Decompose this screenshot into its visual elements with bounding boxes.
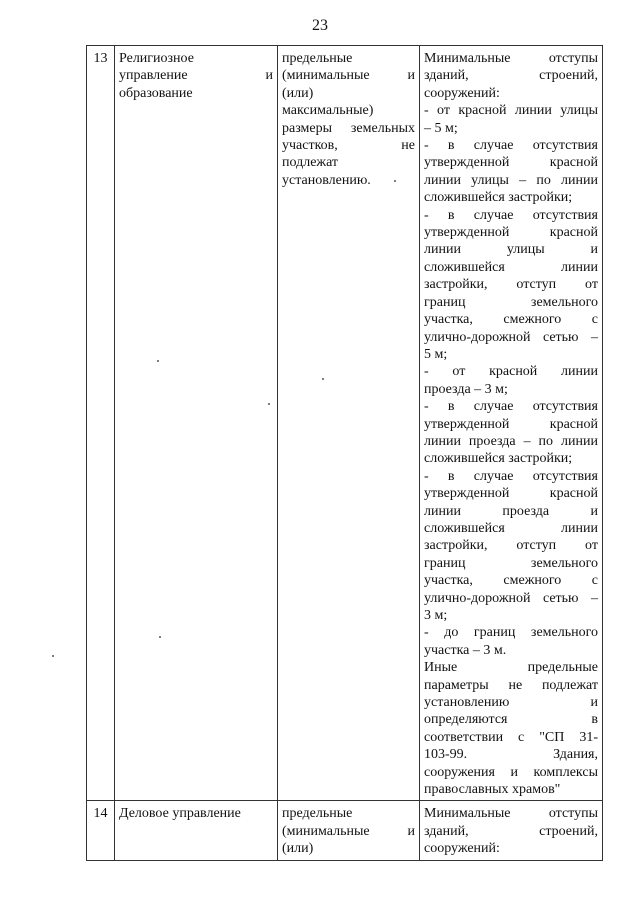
- text-line: участка – 3 м.: [424, 642, 507, 658]
- text-line: улично-дорожной сетью –: [424, 329, 598, 345]
- text-line: линии проезда – по линии: [424, 433, 598, 449]
- text-line: утвержденной красной: [424, 416, 598, 432]
- text-line: сложившейся застройки;: [424, 451, 573, 467]
- text-line: максимальные): [282, 103, 374, 119]
- scan-speck: [268, 403, 270, 405]
- text-line: подлежат: [282, 155, 339, 171]
- text-line: предельные: [282, 806, 353, 822]
- text-line: - в случае отсутствия: [424, 399, 598, 415]
- text-line: границ земельного: [424, 294, 598, 310]
- text-line: - в случае отсутствия: [424, 138, 598, 154]
- row-number: 14: [87, 801, 115, 860]
- text-line: (или): [282, 85, 314, 101]
- text-line: утвержденной красной: [424, 225, 598, 241]
- text-line: – 5 м;: [424, 120, 458, 136]
- text-line: Минимальные отступы: [424, 806, 598, 822]
- land-use-name-cell: [115, 801, 278, 860]
- text-line: соответствии с "СП 31-: [424, 729, 598, 745]
- text-line: сложившейся линии: [424, 259, 598, 275]
- text-line: сооружений:: [424, 841, 500, 857]
- text-line: - от красной линии: [424, 364, 598, 380]
- text-line: утвержденной красной: [424, 155, 598, 171]
- text-line: участка, смежного с: [424, 573, 598, 589]
- text-line: (минимальные и: [282, 68, 415, 84]
- text-line: установлению и: [424, 695, 598, 711]
- scan-speck: [159, 636, 161, 638]
- text-line: определяются в: [424, 712, 598, 728]
- text-line: - до границ земельного: [424, 625, 598, 641]
- text-line: зданий, строений,: [424, 68, 598, 84]
- text-line: линии улицы и: [424, 242, 598, 258]
- text-line: - в случае отсутствия: [424, 468, 598, 484]
- text-line: застройки, отступ от: [424, 277, 598, 293]
- scan-speck: [52, 655, 54, 657]
- text-line: Религиозное: [119, 51, 194, 66]
- text-line: сложившейся застройки;: [424, 190, 573, 206]
- text-line: управление и: [119, 68, 273, 84]
- text-line: православных храмов": [424, 782, 561, 798]
- text-line: размеры земельных: [282, 120, 415, 136]
- table-row: [87, 46, 603, 801]
- text-line: зданий, строений,: [424, 823, 598, 839]
- text-line: параметры не подлежат: [424, 677, 598, 693]
- text-line: Иные предельные: [424, 660, 598, 676]
- text-line: границ земельного: [424, 555, 598, 571]
- text-line: 5 м;: [424, 346, 448, 362]
- text-line: сооружений:: [424, 85, 500, 101]
- plot-size-cell: [278, 46, 420, 801]
- regulations-table: [86, 45, 603, 861]
- construction-parameters-cell: [420, 801, 603, 860]
- text-line: установлению.: [282, 172, 371, 188]
- table-row: [87, 801, 603, 860]
- text-line: - от красной линии улицы: [424, 103, 598, 119]
- text-line: линии улицы – по линии: [424, 172, 598, 188]
- text-line: (минимальные и: [282, 823, 415, 839]
- plot-size-cell: [278, 801, 420, 860]
- text-line: - в случае отсутствия: [424, 207, 598, 223]
- text-line: застройки, отступ от: [424, 538, 598, 554]
- text-line: образование: [119, 85, 193, 101]
- text-line: сооружения и комплексы: [424, 764, 598, 780]
- text-line: Минимальные отступы: [424, 51, 598, 66]
- text-line: проезда – 3 м;: [424, 381, 508, 397]
- text-line: улично-дорожной сетью –: [424, 590, 598, 606]
- scan-speck: [394, 180, 396, 182]
- row-number: 13: [87, 46, 115, 801]
- scan-speck: [322, 378, 324, 380]
- text-line: 3 м;: [424, 608, 448, 623]
- text-line: предельные: [282, 51, 353, 66]
- text-line: сложившейся линии: [424, 520, 598, 536]
- scan-speck: [157, 360, 159, 362]
- construction-parameters-cell: [420, 46, 603, 801]
- text-line: Деловое управление: [119, 806, 241, 822]
- text-line: участка, смежного с: [424, 312, 598, 328]
- text-line: (или): [282, 841, 314, 857]
- text-line: 103-99. Здания,: [424, 747, 598, 763]
- text-line: линии проезда и: [424, 503, 598, 519]
- text-line: утвержденной красной: [424, 486, 598, 502]
- land-use-name-cell: [115, 46, 278, 801]
- text-line: участков, не: [282, 138, 415, 154]
- page-number: 23: [312, 17, 328, 34]
